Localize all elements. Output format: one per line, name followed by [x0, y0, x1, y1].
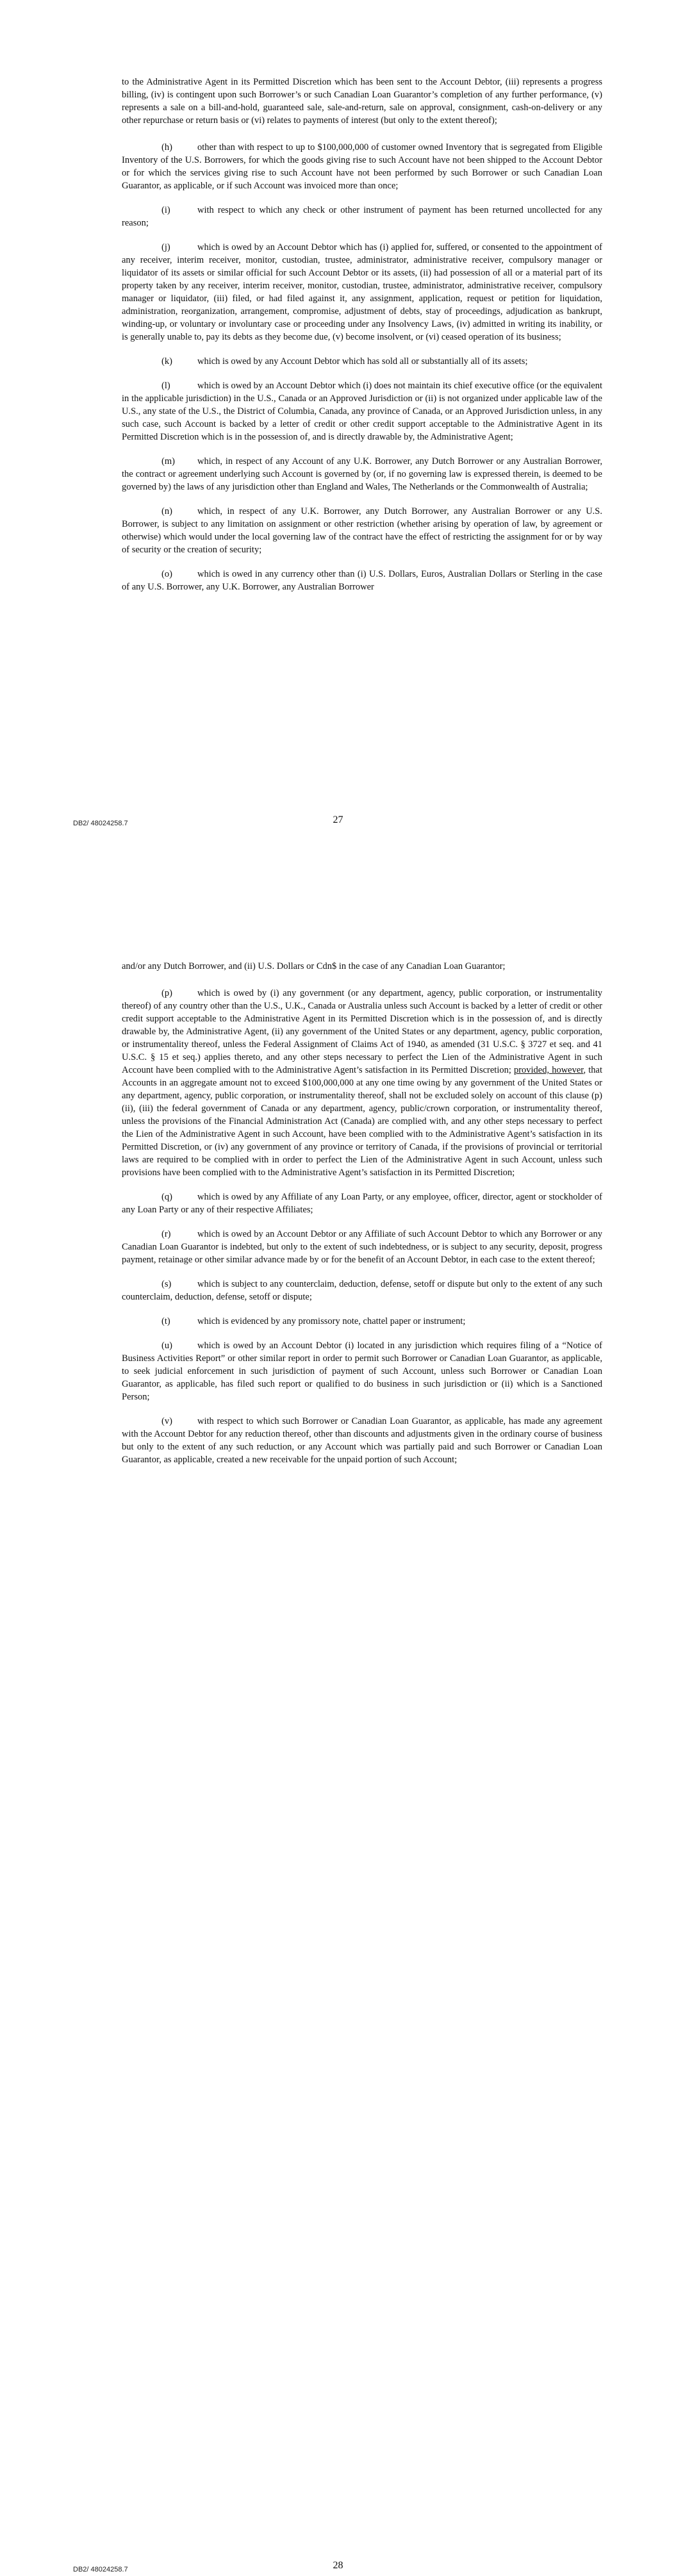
clause-label: (o)	[161, 569, 172, 579]
clause-t	[122, 1315, 602, 1328]
clause-text: other than with respect to up to $100,000,000 of customer owned Inventory that is segregated from Eligible Inventory of the U.S. Borrowers, for which the goods giving rise to such Account have not been shipped to the Account Debtor or for which the services giving rise to such Account have not been performed by such Borrower or such Canadian Loan Guarantor, as applicable, or if such Account was invoiced more than once;	[122, 142, 602, 191]
clause-text: which is owed in any currency other than (i) U.S. Dollars, Euros, Australian Dollars or Sterling in the case of any U.S. Borrower, any U.K. Borrower, any Australian Borrower	[122, 569, 602, 592]
page-28-body	[122, 960, 602, 1478]
page-number: 27	[333, 814, 343, 825]
clause-m	[122, 455, 602, 493]
clause-text: which, in respect of any U.K. Borrower, any Dutch Borrower, any Australian Borrower or any U.S. Borrower, is subject to any limitation on assignment or other restriction (whether arising by operation of law, by agreement or otherwise) which would under the local governing law of the contract have the effect of restricting the assignment for or by way of security or the creation of security;	[122, 506, 602, 555]
clause-text: which is owed by an Account Debtor (i) located in any jurisdiction which requires filing of a “Notice of Business Activities Report” or other similar report in order to permit such Borrower or Canadian Loan Guarantor, as applicable, to seek judicial enforcement in such jurisdiction of payment of such Account, unless such Borrower or Canadian Loan Guarantor, as applicable, has filed such report or qualified to do business in such jurisdiction or (ii) which is a Sanctioned Person;	[122, 1341, 602, 1402]
clause-label: (s)	[161, 1279, 172, 1289]
provided-however-underlined: provided, however	[513, 1065, 584, 1075]
clause-label: (u)	[161, 1341, 172, 1351]
clause-label: (q)	[161, 1192, 172, 1202]
clause-label: (k)	[161, 356, 172, 367]
document-id-footer: DB2/ 48024258.7	[73, 820, 128, 827]
continuation-paragraph: and/or any Dutch Borrower, and (ii) U.S. Dollars or Cdn$ in the case of any Canadian Loan Guarantor;	[122, 961, 506, 971]
clause-label: (m)	[161, 456, 175, 466]
clause-label: (p)	[161, 988, 172, 998]
clause-h	[122, 141, 602, 192]
clause-text: which is evidenced by any promissory note, chattel paper or instrument;	[197, 1316, 466, 1326]
document-id-footer: DB2/ 48024258.7	[73, 2566, 128, 2573]
clause-o	[122, 568, 602, 593]
clause-text: with respect to which such Borrower or Canadian Loan Guarantor, as applicable, has made any agreement with the Account Debtor for any reduction thereof, other than discounts and adjustments given in the ordinary course of business but only to the extent of any such reduction, or any Account which was partially paid and such Borrower or Canadian Loan Guarantor, as applicable, created a new receivable for the unpaid portion of such Account;	[122, 1416, 602, 1465]
clause-text: which is owed by any Account Debtor which has sold all or substantially all of its assets;	[197, 356, 528, 367]
clause-p	[122, 987, 602, 1179]
clause-text: which, in respect of any Account of any U.K. Borrower, any Dutch Borrower or any Australian Borrower, the contract or agreement underlying such Account is governed by (or, if no governing law is expressed therein, is deemed to be governed by) the laws of any jurisdiction other than England and Wales, The Netherlands or the Commonwealth of Australia;	[122, 456, 602, 492]
clause-text: which is owed by an Account Debtor or any Affiliate of such Account Debtor to which any Borrower or any Canadian Loan Guarantor is indebted, but only to the extent of such indebtedness, or is subject to any security, deposit, progress payment, retainage or other similar advance made by or for the benefit of an Account Debtor, in each case to the extent thereof;	[122, 1229, 602, 1265]
clause-text: with respect to which any check or other instrument of payment has been returned uncollected for any reason;	[122, 205, 602, 228]
page-number: 28	[333, 2560, 343, 2571]
clause-label: (h)	[161, 142, 172, 153]
clause-label: (n)	[161, 506, 172, 516]
continuation-paragraph: to the Administrative Agent in its Permitted Discretion which has been sent to the Account Debtor, (iii) represents a progress billing, (iv) is contingent upon such Borrower’s or such Canadian Loan Guarantor’s completion of any further performance, (v) represents a sale on a bill-and-hold, guaranteed sale, sale-and-return, sale on approval, consignment, cash-on-delivery or any other repurchase or return basis or (vi) relates to payments of interest (but only to the extent thereof);	[122, 77, 602, 126]
page-27	[0, 0, 676, 871]
clause-s	[122, 1278, 602, 1303]
clause-text-before: which is owed by (i) any government (or any department, agency, public corporation, or instrumentality thereof) of any country other than the U.S., U.K., Canada or Australia unless such Account is backed by a letter of credit or other credit support acceptable to the Administrative Agent in its Permitted Discretion which is in the possession of, and is directly drawable by, the Administrative Agent, (ii) any government of the United States or any department, agency, public corporation, or instrumentality thereof, unless the Federal Assignment of Claims Act of 1940, as amended (31 U.S.C. § 3727 et seq. and 41 U.S.C. § 15 et seq.) applies thereto, and any other steps necessary to perfect the Lien of the Administrative Agent in such Account have been complied with to the Administrative Agent’s satisfaction in its Permitted Discretion;	[122, 988, 602, 1075]
page-27-body	[122, 76, 602, 605]
clause-l	[122, 379, 602, 443]
clause-label: (j)	[161, 242, 170, 252]
clause-text: which is owed by any Affiliate of any Loan Party, or any employee, officer, director, agent or stockholder of any Loan Party or any of their respective Affiliates;	[122, 1192, 602, 1215]
clause-text: which is owed by an Account Debtor which (i) does not maintain its chief executive office (or the equivalent in the applicable jurisdiction) in the U.S., Canada or an Approved Jurisdiction or (ii) is not organized under applicable law of the U.S., any state of the U.S., the District of Columbia, Canada, any province of Canada, or an Approved Jurisdiction unless, in any such case, such Account is backed by a letter of credit or other credit support acceptable to the Administrative Agent in its Permitted Discretion which is in the possession of, and is directly drawable by, the Administrative Agent;	[122, 381, 602, 442]
clause-text: which is subject to any counterclaim, deduction, defense, setoff or dispute but only to the extent of any such counterclaim, deduction, defense, setoff or dispute;	[122, 1279, 602, 1302]
clause-text-after: , that Accounts in an aggregate amount not to exceed $100,000,000 at any one time owing by any government of the United States or any department, agency, public corporation, or instrumentality thereof, shall not be excluded solely on account of this clause (p)(ii), (iii) the federal government of Canada or any department, agency, public/crown corporation, or instrumentality thereof, unless the provisions of the Financial Administration Act (Canada) are complied with, and any other steps necessary to perfect the Lien of the Administrative Agent in such Account, have been complied with to the Administrative Agent’s satisfaction in its Permitted Discretion, or (iv) any government of any province or territory of Canada, if the provisions of provincial or territorial laws are required to be complied with in order to perfect the Lien of the Administrative Agent in such Account, unless such provisions have been complied with to the Administrative Agent’s satisfaction in its Permitted Discretion;	[122, 1065, 602, 1178]
clause-j	[122, 241, 602, 343]
clause-label: (t)	[161, 1316, 170, 1326]
clause-label: (r)	[161, 1229, 171, 1239]
clause-k	[122, 355, 602, 368]
page-28	[0, 871, 676, 2573]
clause-n	[122, 505, 602, 556]
clause-r	[122, 1228, 602, 1266]
clause-u	[122, 1339, 602, 1403]
clause-text: which is owed by an Account Debtor which has (i) applied for, suffered, or consented to the appointment of any receiver, interim receiver, monitor, custodian, trustee, administrator, administrative receiver, compulsory manager or liquidator of its assets or similar official for such Account Debtor or its assets, (ii) had possession of all or a material part of its property taken by any receiver, interim receiver, monitor, custodian, trustee, administrator, administrative receiver, compulsory manager or liquidator, (iii) filed, or had filed against it, any assignment, application, request or petition for liquidation, administration, reorganization, arrangement, compromise, adjustment of debts, stay of proceedings, adjudication as bankrupt, winding-up, or voluntary or involuntary case or proceeding under any Insolvency Laws, (iv) admitted in writing its inability, or is generally unable to, pay its debts as they become due, (v) become insolvent, or (vi) ceased operation of its business;	[122, 242, 602, 342]
clause-q	[122, 1191, 602, 1216]
clause-label: (l)	[161, 381, 170, 391]
clause-label: (v)	[161, 1416, 172, 1426]
clause-v	[122, 1415, 602, 1466]
clause-label: (i)	[161, 205, 170, 215]
clause-i	[122, 204, 602, 229]
